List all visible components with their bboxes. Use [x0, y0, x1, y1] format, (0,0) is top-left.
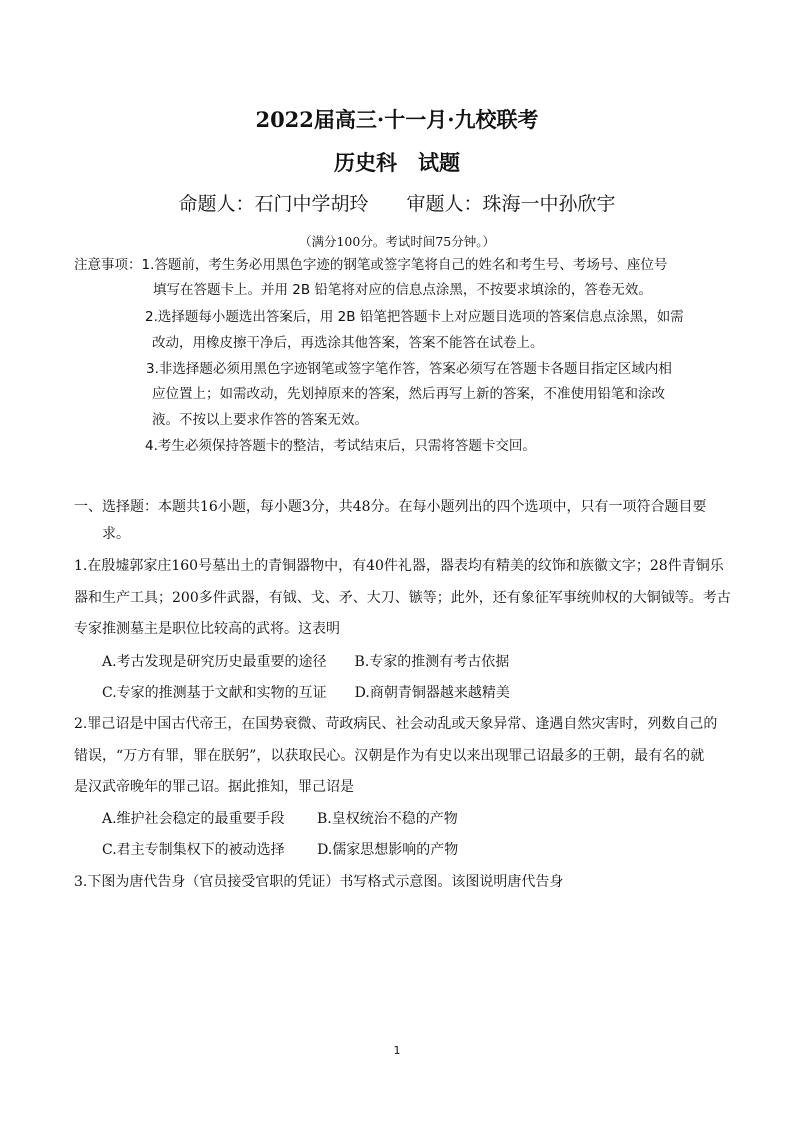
section-heading-line: 一、选择题：本题共16小题，每小题3分，共48分。在每小题列出的四个选项中，只有一项符合题目要	[74, 499, 707, 515]
question-option-line: C.君主专制集权下的被动选择 D.儒家思想影响的产物	[102, 842, 459, 858]
exam-title: 2022届高三·十一月·九校联考	[255, 107, 539, 132]
score-note: （满分100分。考试时间75分钟。）	[298, 234, 495, 249]
notice-line: 4.考生必须保持答题卡的整洁，考试结束后，只需将答题卡交回。	[145, 438, 536, 454]
notice-line: 3.非选择题必须用黑色字迹钢笔或签字笔作答，答案必须写在答题卡各题目指定区域内相	[146, 361, 672, 377]
question-stem-line: 2.罪己诏是中国古代帝王，在国势衰微、苛政病民、社会动乱或天象异常、逢遇自然灾害时，列数自己的	[74, 716, 718, 732]
exam-subtitle: 历史科 试题	[334, 150, 460, 175]
notice-line: 2.选择题每小题选出答案后，用 2B 铅笔把答题卡上对应题目选项的答案信息点涂黑，如需	[145, 309, 684, 325]
question-stem-line: 器和生产工具；200多件武器，有钺、戈、矛、大刀、镞等；此外，还有象征军事统帅权的大铜钺等。考古	[74, 590, 731, 606]
notice-line: 液。不按以上要求作答的答案无效。	[152, 412, 368, 428]
question-stem-line: 专家推测墓主是职位比较高的武将。这表明	[74, 621, 340, 637]
question-stem-line: 是汉武帝晚年的罪己诏。据此推知，罪己诏是	[74, 779, 354, 795]
page-number: 1	[393, 1044, 401, 1057]
section-heading-line: 求。	[102, 526, 130, 542]
question-option-line: C.专家的推测基于文献和实物的互证 D.商朝青铜器越来越精美	[102, 685, 510, 701]
question-stem-line: 1.在殷墟郭家庄160号墓出土的青铜器物中，有40件礼器，器表均有精美的纹饰和族徽文字；28件青铜乐	[74, 558, 724, 574]
question-stem-line: 3.下图为唐代告身（官员接受官职的凭证）书写格式示意图。该图说明唐代告身	[74, 874, 564, 890]
notice-line: 注意事项：1.答题前，考生务必用黑色字迹的钢笔或签字笔将自己的姓名和考生号、考场号、座位号	[74, 257, 668, 273]
exam-authors: 命题人：石门中学胡玲 审题人：珠海一中孙欣宇	[178, 193, 616, 215]
question-stem-line: 错误，“万方有罪，罪在朕躬”，以获取民心。汉朝是作为有史以来出现罪己诏最多的王朝，最有名的就	[74, 748, 705, 764]
notice-line: 改动，用橡皮擦干净后，再选涂其他答案，答案不能答在试卷上。	[152, 335, 544, 351]
notice-line: 应位置上；如需改动，先划掉原来的答案，然后再写上新的答案，不准使用铅笔和涂改	[152, 386, 665, 402]
question-option-line: A.维护社会稳定的最重要手段 B.皇权统治不稳的产物	[102, 811, 458, 827]
notice-line: 填写在答题卡上。并用 2B 铅笔将对应的信息点涂黑，不按要求填涂的，答卷无效。	[153, 282, 652, 298]
question-option-line: A.考古发现是研究历史最重要的途径 B.专家的推测有考古依据	[102, 654, 510, 670]
